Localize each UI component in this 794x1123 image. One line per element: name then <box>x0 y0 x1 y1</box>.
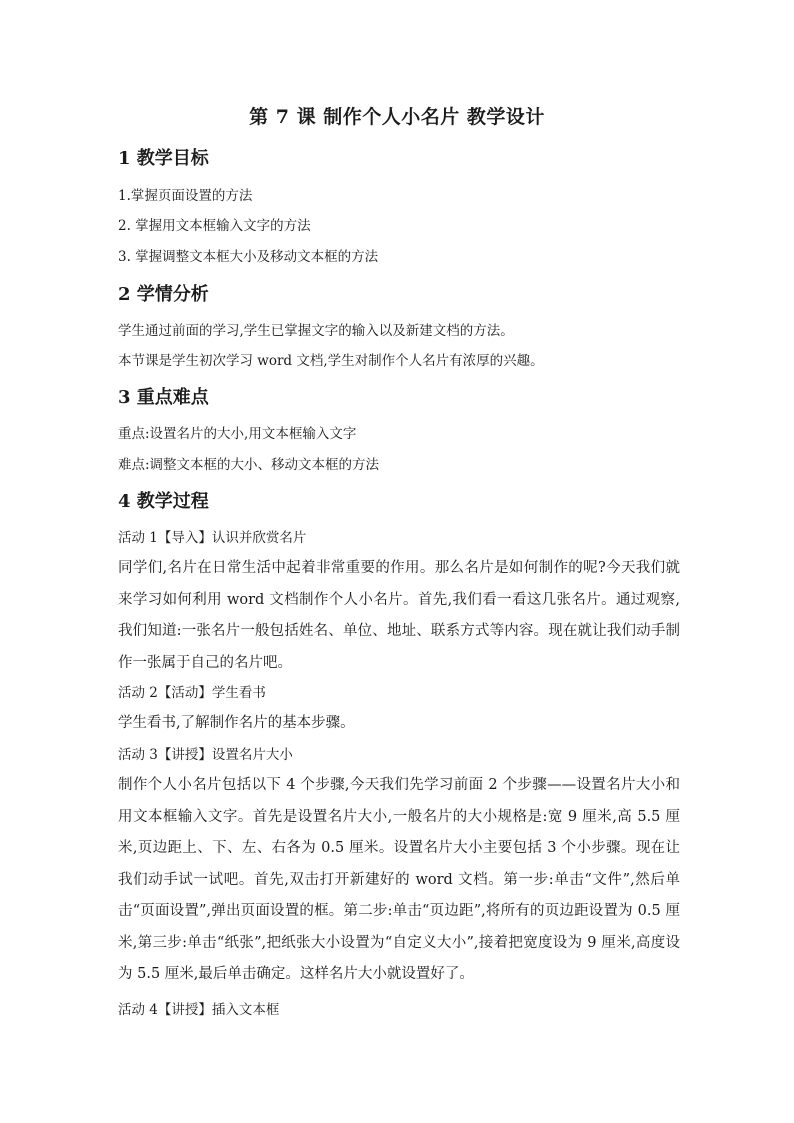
activity-text: 学生看书,了解制作名片的基本步骤。 <box>118 715 355 731</box>
activity-label: 活动 3【讲授】设置名片大小 <box>118 747 293 763</box>
section-heading-process: 4 教学过程 <box>118 491 209 512</box>
objective-item: 2. 掌握用文本框输入文字的方法 <box>118 218 311 234</box>
key-point-item: 重点:设置名片的大小,用文本框输入文字 <box>118 426 357 442</box>
objective-item: 1.掌握页面设置的方法 <box>118 188 253 204</box>
key-point-item: 难点:调整文本框的大小、移动文本框的方法 <box>118 457 380 473</box>
activity-text: 制作个人小名片包括以下 4 个步骤,今天我们先学习前面 2 个步骤——设置名片大小和用文本框输入文字。首先是设置名片大小,一般名片的大小规格是:宽 9 厘米,高 5.5 厘米,页边距上、下、左、右各为 0.5 厘米。设置名片大小主要包括 3 个小步骤。现在让我们动手试一试吧。首先,双击打开新建好的 word 文档。第一步:单击“文件”,然后单击“页面设置”,弹出页面设置的框。第二步:单击“页边距”,将所有的页边距设置为 0.5 厘米,第三步:单击“纸张”,把纸张大小设置为“自定义大小”,接着把宽度设为 9 厘米,高度设为 5.5 厘米,最后单击确定。这样名片大小就设置好了。 <box>118 777 680 982</box>
document-title: 第 7 课 制作个人小名片 教学设计 <box>249 106 545 128</box>
objective-item: 3. 掌握调整文本框大小及移动文本框的方法 <box>118 249 379 265</box>
section-heading-analysis: 2 学情分析 <box>118 284 209 305</box>
analysis-item: 本节课是学生初次学习 word 文档,学生对制作个人名片有浓厚的兴趣。 <box>118 353 544 369</box>
activity-text: 同学们,名片在日常生活中起着非常重要的作用。那么名片是如何制作的呢?今天我们就来学习如何利用 word 文档制作个人小名片。首先,我们看一看这几张名片。通过观察,我们知道:一张名片一般包括姓名、单位、地址、联系方式等内容。现在就让我们动手制作一张属于自己的名片吧。 <box>118 560 680 671</box>
activity-label: 活动 1【导入】认识并欣赏名片 <box>118 530 307 546</box>
section-heading-objectives: 1 教学目标 <box>118 148 209 169</box>
activity-label: 活动 2【活动】学生看书 <box>118 685 266 701</box>
section-heading-key-points: 3 重点难点 <box>118 387 209 408</box>
activity-label: 活动 4【讲授】插入文本框 <box>118 1002 280 1018</box>
analysis-item: 学生通过前面的学习,学生已掌握文字的输入以及新建文档的方法。 <box>118 323 514 339</box>
